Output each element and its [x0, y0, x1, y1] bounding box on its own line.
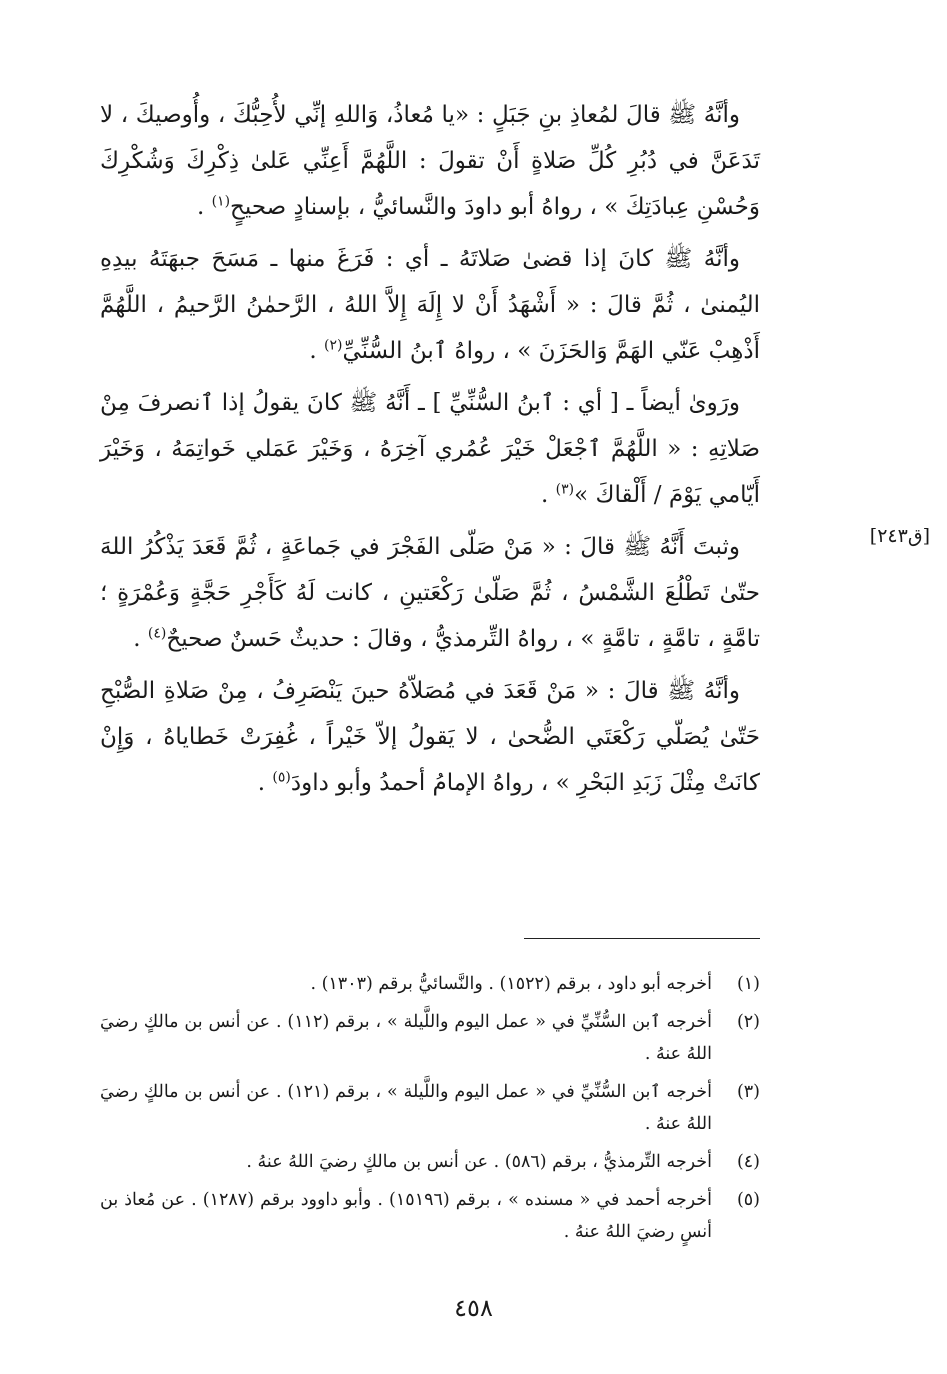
footnote-separator — [524, 938, 760, 939]
paragraph-end: . — [133, 626, 148, 652]
paragraph-3 — [100, 380, 760, 518]
paragraph-text: وثبتَ أَنَّهُ ﷺ قالَ : « مَنْ صَلّى الفَجْرَ في جَماعَةٍ ، ثُمَّ قَعَدَ يَذْكُرُ اللهَ حتّىٰ تَطْلُعَ الشَّمْسُ ، ثُمَّ صَلّىٰ رَكْعَتينِ ، كانت لَهُ كَأَجْرِ حَجَّةٍ وَعُمْرَةٍ ؛ تامَّةٍ ، تامَّةٍ ، تامَّةٍ » ، رواهُ التِّرمذيُّ ، وقالَ : حديثٌ حَسنٌ صحيحٌ — [100, 534, 760, 652]
paragraph-2 — [100, 236, 760, 374]
paragraph-text: وأنَّهُ ﷺ قالَ : « مَنْ قَعَدَ في مُصَلاّهُ حينَ يَنْصَرِفُ ، مِنْ صَلاةِ الصُّبْحِ حَتّىٰ يُصَلّي رَكْعَتَي الضُّحىٰ ، لا يَقولُ إلاّ خَيْراً ، غُفِرَتْ خَطاياهُ ، وَإِنْ كانَتْ مِثْلَ زَبَدِ البَحْرِ » ، رواهُ الإمامُ أحمدُ وأبو داودَ — [100, 678, 760, 796]
footnote-marker: (٥) — [272, 769, 291, 786]
footnote-number: (١) — [736, 974, 760, 994]
paragraph-end: . — [541, 482, 556, 508]
paragraph-text: وأنَّهُ ﷺ قالَ لمُعاذِ بنِ جَبَلٍ : «يا مُعاذُ، وَاللهِ إنِّي لأُحِبُّكَ ، وأُوصيكَ ، لا تَدَعَنَّ في دُبُرِ كُلِّ صَلاةٍ أَنْ تقولَ : اللَّهُمَّ أَعِنِّي عَلىٰ ذِكْرِكَ وَشُكْرِكَ وَحُسْنِ عِبادَتِكَ » ، رواهُ أبو داودَ والنَّسائيُّ ، بإسنادٍ صحيحٍ — [100, 102, 760, 220]
footnote-number: (٤) — [736, 1152, 760, 1172]
main-text-block — [100, 92, 760, 812]
footnote-marker: (٣) — [555, 481, 575, 498]
paragraph-end: . — [257, 770, 273, 796]
footnote-item — [100, 1146, 760, 1178]
footnote-marker: (٤) — [147, 625, 167, 642]
footnote-number: (٣) — [736, 1082, 760, 1102]
footnote-marker: (٢) — [324, 337, 343, 354]
paragraph-1 — [100, 92, 760, 230]
paragraph-text: وأنَّهُ ﷺ كانَ إذا قضىٰ صَلاتَهُ ـ أي : فَرَغَ منها ـ مَسَحَ جبهَتَهُ بيدِهِ اليُمنىٰ ، ثُمَّ قالَ : « أَشْهَدُ أَنْ لا إِلَهَ إِلاَّ اللهُ ، الرَّحمٰنُ الرَّحيمُ ، اللَّهُمَّ أَذْهِبْ عَنّي الهَمَّ وَالحَزَنَ » ، رواهُ ٱبنُ السُّنِّيِّ — [100, 246, 760, 364]
page-number: ٤٥٨ — [454, 1294, 493, 1322]
footnote-text: أخرجه التِّرمذيُّ ، برقم (٥٨٦) . عن أنس بن مالكٍ رضيَ اللهُ عنهُ . — [246, 1152, 712, 1172]
paragraph-end: . — [309, 338, 325, 364]
footnote-text: أخرجه ٱبن السُّنِّيِّ في « عمل اليوم واللَّيلة » ، برقم (١١٢) . عن أنس بن مالكٍ رضيَ اللهُ عنهُ . — [100, 1012, 712, 1064]
paragraph-5 — [100, 668, 760, 806]
footnote-item — [100, 1076, 760, 1140]
footnote-marker: (١) — [211, 193, 231, 210]
footnote-item — [100, 1184, 760, 1248]
paragraph-end: . — [196, 194, 212, 220]
footnote-item — [100, 968, 760, 1000]
paragraph-text: ورَوىٰ أيضاً ـ [ أي : ٱبنُ السُّنِّيِّ ] ـ أَنَّهُ ﷺ كانَ يقولُ إذا ٱنصرفَ مِنْ صَلاتِهِ : « اللَّهُمَّ ٱجْعَلْ خَيْرَ عُمُري آخِرَهُ ، وَخَيْرَ عَمَلي خَواتِمَهُ ، وَخَيْرَ أَيّامي يَوْمَ / أَلْقاكَ » — [100, 390, 760, 508]
footnotes-block — [100, 968, 760, 1254]
footnote-number: (٥) — [736, 1190, 760, 1210]
manuscript-folio-note: [ق٢٤٣] — [869, 525, 930, 547]
footnote-text: أخرجه أحمد في « مسنده » ، برقم (١٥١٩٦) . وأبو داوود برقم (١٢٨٧) . عن مُعاذ بن أنسٍ رضيَ اللهُ عنهُ . — [100, 1190, 712, 1242]
footnote-text: أخرجه ٱبن السُّنِّيِّ في « عمل اليوم واللَّيلة » ، برقم (١٢١) . عن أنس بن مالكٍ رضيَ اللهُ عنهُ . — [100, 1082, 712, 1134]
footnote-text: أخرجه أبو داود ، برقم (١٥٢٢) . والنَّسائيُّ برقم (١٣٠٣) . — [310, 974, 712, 994]
footnote-item — [100, 1006, 760, 1070]
paragraph-4 — [100, 524, 760, 662]
footnote-number: (٢) — [736, 1012, 760, 1032]
